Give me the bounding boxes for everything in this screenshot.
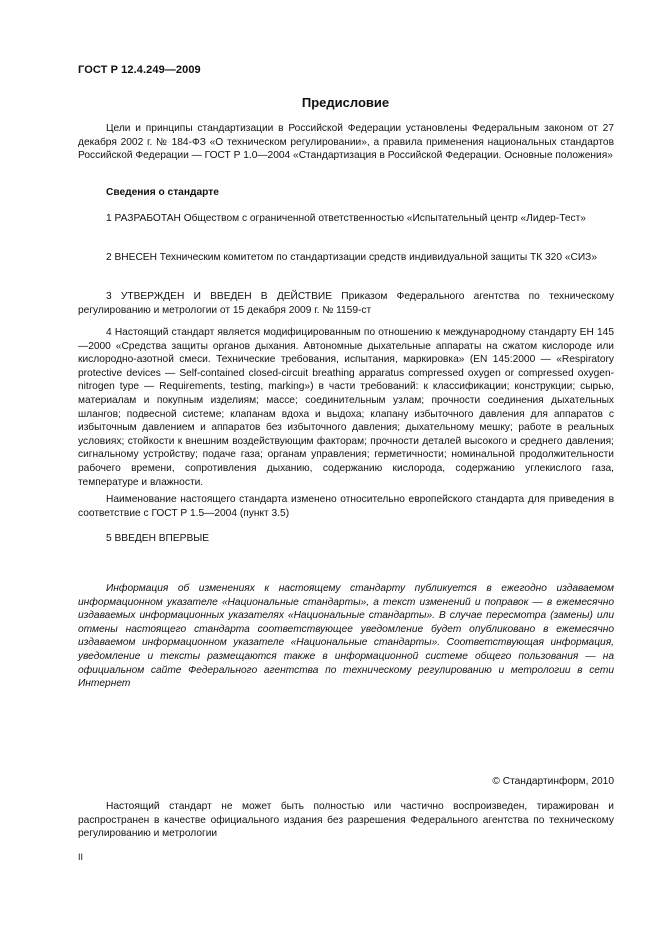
item-1: 1 РАЗРАБОТАН Обществом с ограниченной ответственностью «Испытательный центр «Лидер-Тест» [106, 213, 586, 224]
item-2: 2 ВНЕСЕН Техническим комитетом по стандартизации средств индивидуальной защиты ТК 320 «СИЗ» [106, 252, 598, 263]
item-4: 4 Настоящий стандарт является модифицированным по отношению к международному стандарту ЕН 145—2000 «Средства защиты органов дыхания. Автономные дыхательные аппараты на сжатом кислороде или кислородно-азотной смеси. Технические требования, испытания, маркировка» (EN 145:2000 — «Respiratory protective devices — Self-contained closed-circuit breathing apparatus compressed oxygen or compressed oxygen-nitrogen type — Requirements, testing, marking») в части требований: к классификации; конструкции; сырью, материалам и покупным изделиям; массе; соединительным узлам; прочности соединения дыхательных шлангов; подвесной системе; клапанам вдоха и выдоха; клапану избыточного давления для аппаратов с избыточным давлением и аппаратов без избыточного давления; дыхательному мешку; работе в реальных условиях; стойкости к внешним воздействующим факторам; прочности деталей высокого и среднего давления; сигнальному устройству; подаче газа; органам управления; герметичности; номинальной продолжительности рабочего времени, сопротивления дыханию, содержанию кислорода, содержанию углекислого газа, температуре и влажности. [78, 327, 614, 488]
page-number: II [78, 852, 84, 862]
reproduction-notice: Настоящий стандарт не может быть полностью или частично воспроизведен, тиражирован и распространен в качестве официального издания без разрешения Федерального агентства по техническому регулированию и метрологии [78, 801, 614, 840]
info-heading: Сведения о стандарте [106, 187, 219, 198]
item-3: 3 УТВЕРЖДЕН И ВВЕДЕН В ДЕЙСТВИЕ Приказом Федерального агентства по техническому регулированию и метрологии от 15 декабря 2009 г. № 1159-ст [78, 291, 614, 316]
copyright: © Стандартинформ, 2010 [492, 776, 614, 787]
intro-paragraph: Цели и принципы стандартизации в Российской Федерации установлены Федеральным законом от 27 декабря 2002 г. № 184-ФЗ «О техническом регулировании», а правила применения национальных стандартов Российской Федерации — ГОСТ Р 1.0—2004 «Стандартизация в Российской Федерации. Основные положения» [78, 123, 614, 162]
notice-paragraph: Информация об изменениях к настоящему стандарту публикуется в ежегодно издаваемом информационном указателе «Национальные стандарты», а текст изменений и поправок — в ежемесячно издаваемых информационных указателях «Национальные стандарты». В случае пересмотра (замены) или отмены настоящего стандарта соответствующее уведомление будет опубликовано в ежемесячно издаваемом информационном указателе «Национальные стандарты». Соответствующая информация, уведомление и тексты размещаются также в информационной системе общего пользования — на официальном сайте Федерального агентства по техническому регулированию и метрологии в сети Интернет [78, 583, 614, 690]
document-code: ГОСТ Р 12.4.249—2009 [78, 64, 201, 76]
item-5: 5 ВВЕДЕН ВПЕРВЫЕ [106, 533, 210, 544]
name-change-paragraph: Наименование настоящего стандарта изменено относительно европейского стандарта для приведения в соответствие с ГОСТ Р 1.5—2004 (пункт 3.5) [78, 494, 614, 519]
page-title: Предисловие [301, 95, 390, 110]
